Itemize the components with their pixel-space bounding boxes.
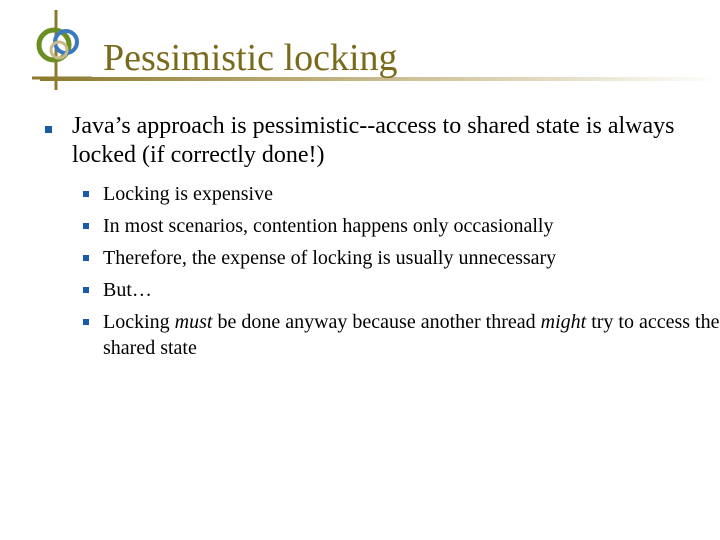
list-item xyxy=(73,178,720,210)
sub-point-text: But… xyxy=(103,279,152,301)
square-bullet-icon xyxy=(83,223,89,229)
square-bullet-icon xyxy=(45,126,52,133)
slide-title: Pessimistic locking xyxy=(103,37,398,79)
emphasis-must: must xyxy=(174,311,213,333)
sub-bullet-list xyxy=(73,178,720,361)
slide-body xyxy=(40,112,720,361)
list-item xyxy=(73,274,720,306)
square-bullet-icon xyxy=(83,319,89,325)
sub-point-text: In most scenarios, contention happens only occasionally xyxy=(103,215,554,237)
square-bullet-icon xyxy=(83,191,89,197)
emphasis-might: might xyxy=(540,311,587,333)
sub-point-text: Locking is expensive xyxy=(103,183,273,205)
main-point-text: Java’s approach is pessimistic--access to shared state is always locked (if correctly done!) xyxy=(72,113,675,168)
list-item xyxy=(73,306,720,361)
sub-point-text: Therefore, the expense of locking is usually unnecessary xyxy=(103,247,557,269)
list-item xyxy=(73,210,720,242)
list-item xyxy=(73,242,720,274)
sub-point-text: Locking must be done anyway because another thread might try to access the shared state xyxy=(103,311,720,359)
square-bullet-icon xyxy=(83,255,89,261)
main-bullet-point xyxy=(40,112,720,170)
square-bullet-icon xyxy=(83,287,89,293)
